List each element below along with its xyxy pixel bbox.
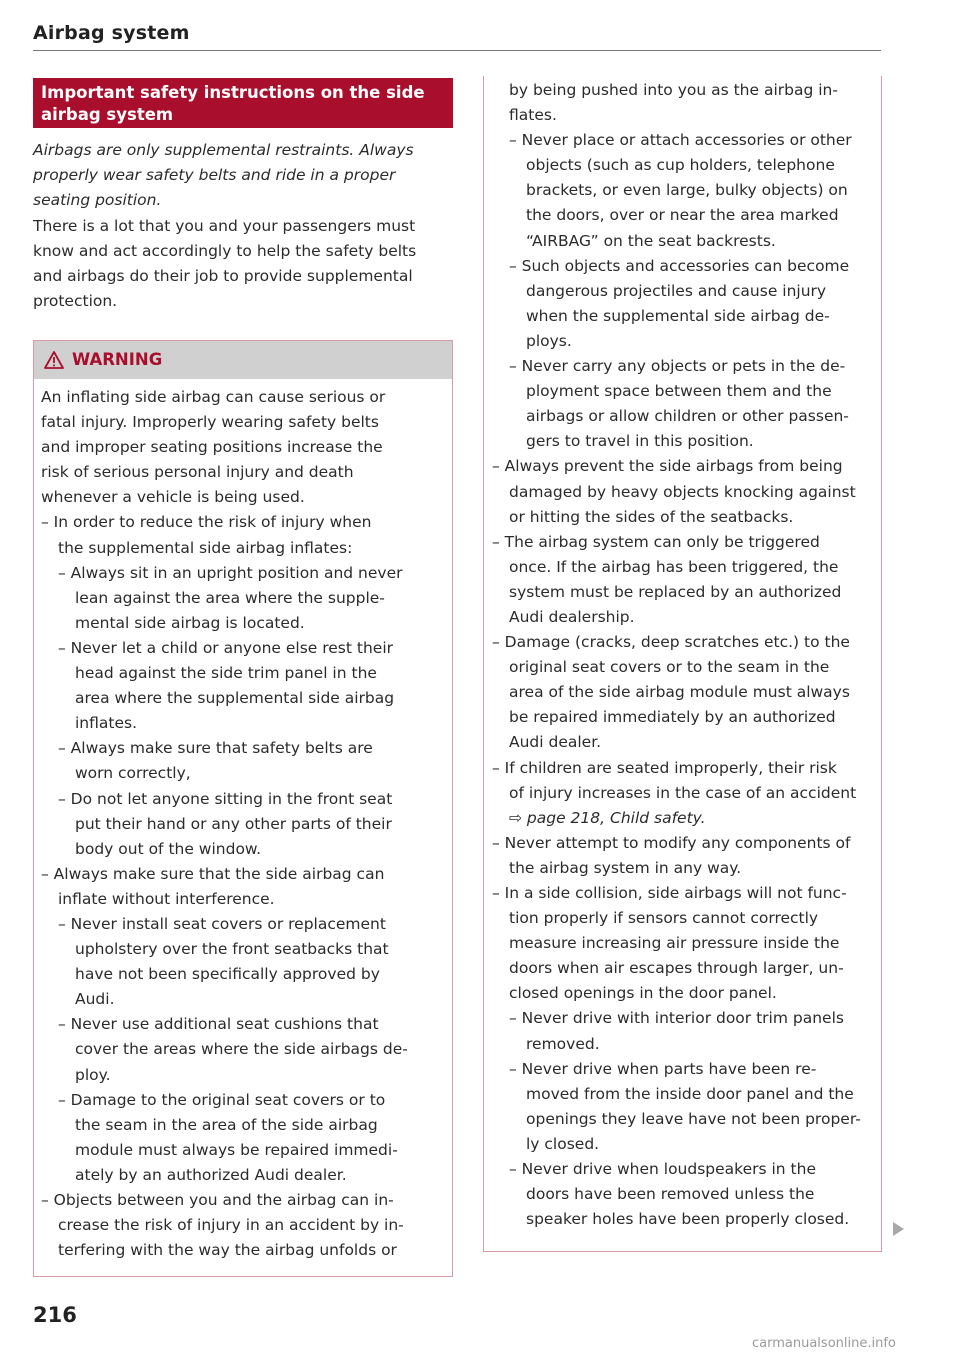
warning-line: module must always be repaired immedi- xyxy=(75,1140,398,1159)
paragraph-line: and airbags do their job to provide supplemental xyxy=(33,267,413,285)
intro-text xyxy=(33,138,458,213)
warning-line: – In a side collision, side airbags will not func- xyxy=(492,884,847,902)
warning-line: moved from the inside door panel and the xyxy=(526,1084,854,1103)
warning-line: ploy. xyxy=(75,1065,111,1084)
warning-line: airbags or allow children or other passen- xyxy=(526,407,849,426)
paragraph-line: There is a lot that you and your passengers must xyxy=(33,217,416,235)
warning-line: – Never drive when loudspeakers in the xyxy=(509,1160,816,1179)
warning-line: the doors, over or near the area marked xyxy=(526,206,839,225)
warning-line: inflate without interference. xyxy=(58,889,275,908)
warning-text-right xyxy=(492,78,880,1232)
warning-line: removed. xyxy=(526,1034,600,1053)
section-heading xyxy=(33,78,453,128)
warning-line: original seat covers or to the seam in the xyxy=(509,658,830,677)
warning-line: – In order to reduce the risk of injury when xyxy=(41,513,372,532)
paragraph-line: know and act accordingly to help the safety belts xyxy=(33,242,417,260)
warning-line: mental side airbag is located. xyxy=(75,613,305,632)
warning-line: whenever a vehicle is being used. xyxy=(41,488,305,507)
warning-line: risk of serious personal injury and death xyxy=(41,463,354,482)
body-paragraph xyxy=(33,214,458,314)
warning-line: have not been specifically approved by xyxy=(75,965,380,984)
warning-line: be repaired immediately by an authorized xyxy=(509,708,836,727)
warning-line: closed openings in the door panel. xyxy=(509,984,777,1003)
warning-line: area of the side airbag module must always xyxy=(509,683,850,702)
warning-line: – Never install seat covers or replacement xyxy=(58,914,386,933)
warning-line: An inflating side airbag can cause serious or xyxy=(41,388,386,406)
page-number: 216 xyxy=(33,1303,77,1327)
warning-line: gers to travel in this position. xyxy=(526,432,754,451)
warning-line: – The airbag system can only be triggered xyxy=(492,532,820,551)
warning-line: tion properly if sensors cannot correctly xyxy=(509,909,819,928)
warning-line: – Never drive when parts have been re- xyxy=(509,1059,817,1078)
warning-line: ploys. xyxy=(526,331,572,350)
warning-line: the supplemental side airbag inflates: xyxy=(58,538,353,557)
warning-line: Audi dealership. xyxy=(509,607,635,626)
warning-line: – Always make sure that the side airbag can xyxy=(41,864,385,883)
child-safety-page-reference[interactable]: ⇨ page 218, Child safety. xyxy=(509,808,706,827)
warning-line: upholstery over the front seatbacks that xyxy=(75,940,389,959)
warning-line: system must be replaced by an authorized xyxy=(509,582,842,601)
warning-line: – Damage to the original seat covers or to xyxy=(58,1090,386,1109)
warning-line: dangerous projectiles and cause injury xyxy=(526,281,827,300)
intro-line: properly wear safety belts and ride in a proper xyxy=(33,166,396,184)
intro-line: Airbags are only supplemental restraints. Always xyxy=(33,141,414,159)
warning-line: lean against the area where the supple- xyxy=(75,588,385,607)
warning-label: WARNING xyxy=(72,350,163,369)
warning-header xyxy=(34,341,452,379)
warning-line: – Objects between you and the airbag can in- xyxy=(41,1191,394,1209)
warning-line: – Damage (cracks, deep scratches etc.) to the xyxy=(492,633,850,652)
warning-box-continued xyxy=(483,76,882,1252)
intro-line: seating position. xyxy=(33,191,162,209)
header-divider xyxy=(33,50,881,51)
warning-line: – Never let a child or anyone else rest their xyxy=(58,638,394,657)
warning-line: by being pushed into you as the airbag in- xyxy=(509,81,838,99)
warning-line: the seam in the area of the side airbag xyxy=(75,1115,378,1134)
warning-line: – Never drive with interior door trim panels xyxy=(509,1009,844,1028)
warning-line: “AIRBAG” on the seat backrests. xyxy=(526,231,776,250)
warning-line: or hitting the sides of the seatbacks. xyxy=(509,507,794,526)
warning-line: ployment space between them and the xyxy=(526,382,832,401)
section-heading-line-2: airbag system xyxy=(41,105,174,124)
warning-line: doors have been removed unless the xyxy=(526,1185,815,1204)
warning-line: flates. xyxy=(509,106,557,125)
watermark: carmanualsonline.info xyxy=(752,1336,896,1351)
warning-text-left xyxy=(41,385,446,1263)
warning-line: Audi dealer. xyxy=(509,733,602,752)
warning-line: openings they leave have not been proper- xyxy=(526,1109,861,1128)
warning-line: – Never carry any objects or pets in the de- xyxy=(509,357,846,376)
warning-line: – Always prevent the side airbags from being xyxy=(492,457,843,476)
section-heading-line-1: Important safety instructions on the side xyxy=(41,83,425,102)
warning-line: – Always sit in an upright position and never xyxy=(58,563,403,582)
warning-line: doors when air escapes through larger, un- xyxy=(509,959,844,978)
warning-line: fatal injury. Improperly wearing safety belts xyxy=(41,413,379,432)
warning-line: the airbag system in any way. xyxy=(509,858,742,877)
warning-line: ately by an authorized Audi dealer. xyxy=(75,1165,347,1184)
warning-line: when the supplemental side airbag de- xyxy=(526,306,830,325)
warning-line: body out of the window. xyxy=(75,839,262,858)
warning-line: – Always make sure that safety belts are xyxy=(58,739,373,758)
warning-triangle-icon xyxy=(44,351,64,369)
warning-line: – If children are seated improperly, their risk xyxy=(492,758,837,777)
warning-line: put their hand or any other parts of their xyxy=(75,814,392,833)
section-header-title: Airbag system xyxy=(33,22,190,44)
warning-line: – Never place or attach accessories or other xyxy=(509,131,852,150)
warning-line: objects (such as cup holders, telephone xyxy=(526,156,835,175)
warning-line: area where the supplemental side airbag xyxy=(75,689,395,708)
warning-line: – Do not let anyone sitting in the front seat xyxy=(58,789,393,808)
warning-line: – Never use additional seat cushions that xyxy=(58,1015,379,1034)
warning-line: Audi. xyxy=(75,990,115,1009)
warning-line: and improper seating positions increase the xyxy=(41,438,383,457)
warning-line: inflates. xyxy=(75,714,138,733)
warning-line: cover the areas where the side airbags de- xyxy=(75,1040,408,1059)
warning-line: terfering with the way the airbag unfolds or xyxy=(58,1241,397,1260)
warning-line: of injury increases in the case of an accident xyxy=(509,783,857,802)
warning-line: speaker holes have been properly closed. xyxy=(526,1210,850,1229)
warning-line: crease the risk of injury in an accident by in- xyxy=(58,1216,404,1235)
warning-line: – Never attempt to modify any components of xyxy=(492,833,851,852)
warning-line: worn correctly, xyxy=(75,764,191,783)
warning-line: ly closed. xyxy=(526,1134,600,1153)
warning-line: – Such objects and accessories can become xyxy=(509,256,850,275)
continue-arrow-icon xyxy=(893,1222,904,1236)
warning-line: head against the side trim panel in the xyxy=(75,664,377,683)
warning-line: brackets, or even large, bulky objects) on xyxy=(526,181,848,200)
warning-line: damaged by heavy objects knocking against xyxy=(509,482,856,501)
warning-line: once. If the airbag has been triggered, the xyxy=(509,557,839,576)
warning-box xyxy=(33,340,453,1277)
warning-line: measure increasing air pressure inside the xyxy=(509,934,840,953)
paragraph-line: protection. xyxy=(33,292,118,310)
